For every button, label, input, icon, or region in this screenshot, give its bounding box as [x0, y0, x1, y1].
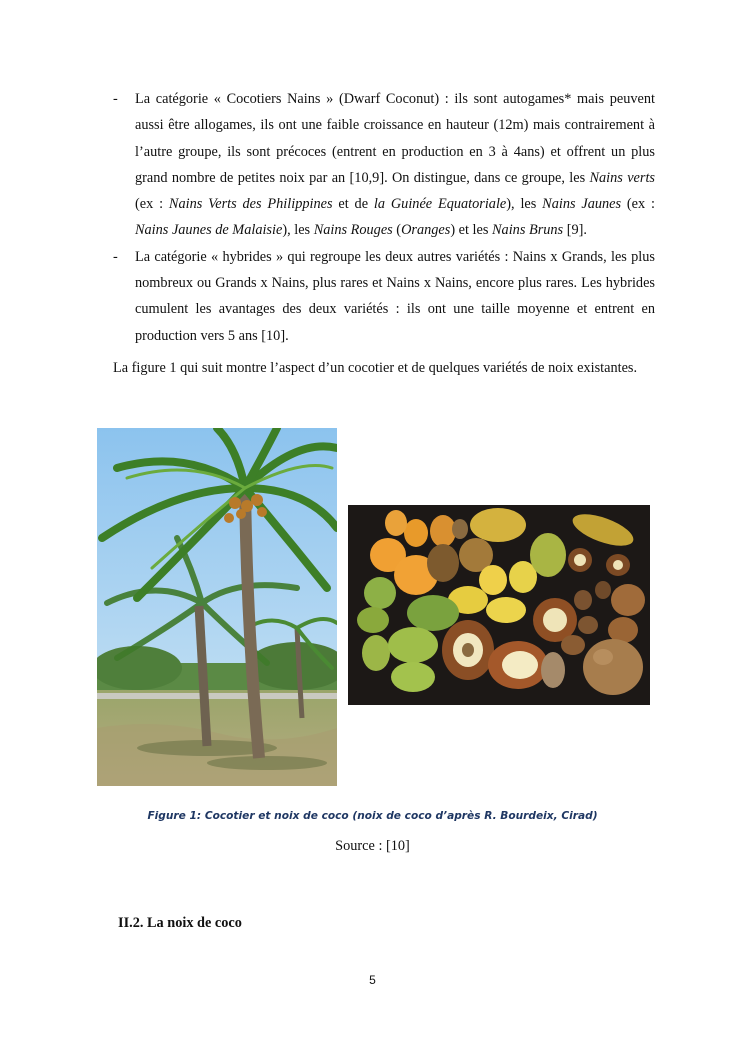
section-heading: II.2. La noix de coco: [118, 915, 242, 931]
list-item: [113, 86, 655, 244]
text-run: ), les: [282, 222, 314, 239]
text-run: La catégorie « hybrides » qui regroupe les deux autres variétés : Nains x Grands, les plus nombreux ou Grands x Nains, plus rares et Nains x Nains, encore plus rares. Les hybrides cumulent les avantages des deux variétés : ils ont une taille moyenne et entrent en production vers 5 ans [10].: [135, 248, 655, 344]
list-dash: -: [113, 248, 118, 265]
text-run: La catégorie « Cocotiers Nains » (Dwarf Coconut) : ils sont autogames* mais peuvent aussi être allogames, ils ont une faible croissance en hauteur (12m) mais contrairement à l’autre groupe, ils sont précoces (entrent en production en 3 à 4ans) et offrent un plus grand nombre de petites noix par an [10,9]. On distingue, dans ce groupe, les: [135, 91, 655, 186]
italic-text: Nains Jaunes de Malaisie: [135, 222, 283, 239]
text-run: (ex :: [621, 196, 655, 213]
italic-text: Nains Rouges: [313, 222, 393, 239]
text-run: (: [392, 222, 402, 239]
intro-paragraph: La figure 1 qui suit montre l’aspect d’un cocotier et de quelques variétés de noix existantes.: [113, 360, 638, 376]
italic-text: la Guinée Equatoriale: [373, 196, 507, 213]
text-run: ) et les: [450, 222, 493, 239]
italic-text: Nains verts: [589, 169, 655, 186]
italic-text: Nains Bruns: [492, 222, 564, 239]
bullet-list: [113, 86, 655, 349]
text-run: (ex :: [135, 196, 169, 213]
figure-caption: Figure 1: Cocotier et noix de coco (noix de coco d’après R. Bourdeix, Cirad): [147, 810, 598, 822]
list-item-text: [135, 91, 655, 238]
italic-text: Oranges: [401, 222, 451, 239]
list-dash: -: [113, 91, 118, 107]
figure-source: Source : [10]: [335, 838, 410, 854]
list-item-text: [135, 249, 655, 344]
coconut-palm-photo: [97, 428, 337, 786]
text-run: [9].: [563, 222, 587, 239]
italic-text: Nains Jaunes: [542, 196, 622, 213]
italic-text: Nains Verts des Philippines: [168, 196, 333, 213]
text-run: ), les: [506, 196, 543, 213]
list-item: [113, 244, 655, 349]
text-run: et de: [332, 196, 374, 213]
page-number: 5: [369, 973, 376, 987]
coconut-varieties-photo: [348, 505, 650, 705]
